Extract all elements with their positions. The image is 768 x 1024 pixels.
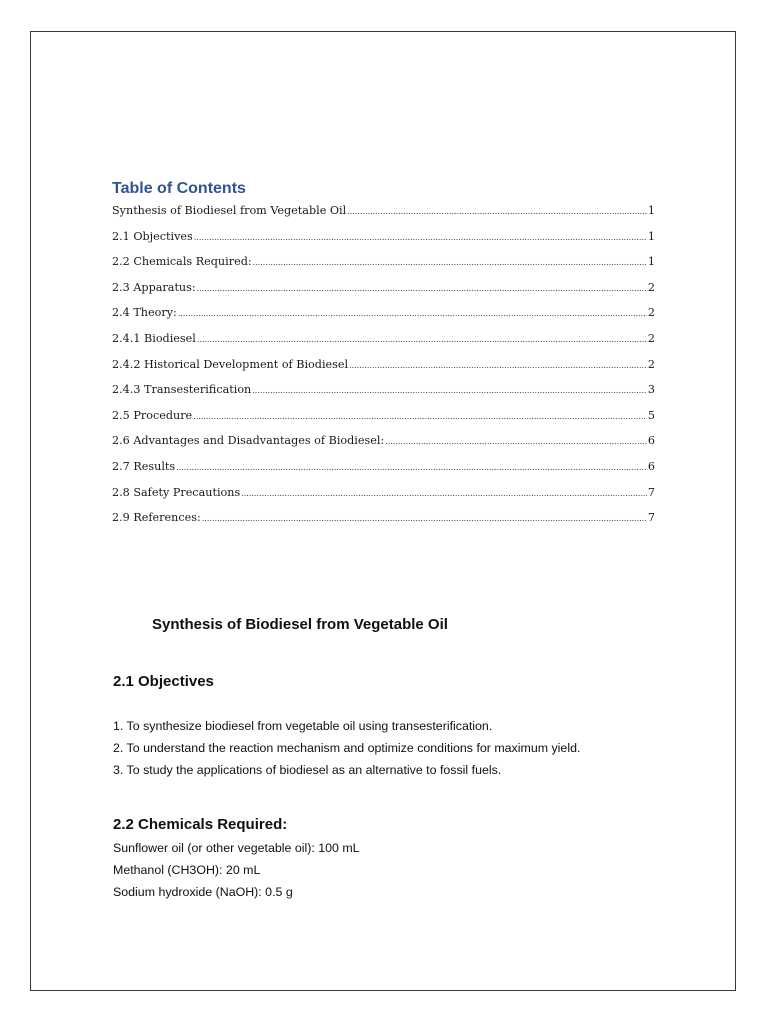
toc-entry-page: 1 bbox=[647, 204, 655, 217]
toc-entry-title: 2.7 Results bbox=[112, 459, 176, 473]
toc-entry-title: 2.4.1 Biodiesel bbox=[112, 331, 196, 345]
chemical-item: Methanol (CH3OH): 20 mL bbox=[113, 863, 261, 877]
toc-entry[interactable] bbox=[112, 204, 655, 230]
chemicals-heading: 2.2 Chemicals Required: bbox=[113, 816, 288, 833]
toc-entry[interactable] bbox=[112, 281, 655, 307]
toc-entry-page: 7 bbox=[647, 511, 655, 525]
objective-item: 2. To understand the reaction mechanism and optimize conditions for maximum yield. bbox=[113, 741, 581, 755]
objective-item: 3. To study the applications of biodiesel as an alternative to fossil fuels. bbox=[113, 763, 502, 777]
toc-entry[interactable] bbox=[112, 486, 655, 512]
chemical-item: Sodium hydroxide (NaOH): 0.5 g bbox=[113, 885, 293, 899]
toc-entry-title: 2.3 Apparatus: bbox=[112, 280, 196, 294]
toc-entry-page: 6 bbox=[647, 459, 655, 473]
chemical-item: Sunflower oil (or other vegetable oil): 100 mL bbox=[113, 841, 360, 855]
toc-dot-leader bbox=[197, 335, 647, 344]
toc-entry[interactable] bbox=[112, 460, 655, 486]
toc-entry-page: 1 bbox=[647, 255, 655, 269]
toc-entry-title: 2.2 Chemicals Required: bbox=[112, 255, 252, 269]
toc-entry-page: 3 bbox=[647, 383, 655, 397]
objectives-heading: 2.1 Objectives bbox=[113, 673, 214, 690]
toc-dot-leader bbox=[178, 309, 647, 318]
toc-entry-page: 2 bbox=[647, 280, 655, 294]
toc-entry-title: 2.8 Safety Precautions bbox=[112, 485, 241, 499]
toc-entry-page: 5 bbox=[647, 408, 655, 422]
toc-dot-leader bbox=[347, 207, 647, 216]
toc-entry-title: 2.9 References: bbox=[112, 511, 201, 525]
toc-entry[interactable] bbox=[112, 255, 655, 281]
toc-entry-page: 2 bbox=[647, 357, 655, 371]
toc-dot-leader bbox=[193, 412, 647, 421]
toc-entry-title: Synthesis of Biodiesel from Vegetable Oil bbox=[112, 204, 347, 217]
toc-entry[interactable] bbox=[112, 383, 655, 409]
toc-entry-title: 2.1 Objectives bbox=[112, 229, 193, 243]
toc-entry-title: 2.4.2 Historical Development of Biodiesel bbox=[112, 357, 349, 371]
toc-entry[interactable] bbox=[112, 306, 655, 332]
toc-entry-title: 2.6 Advantages and Disadvantages of Biodiesel: bbox=[112, 434, 385, 448]
toc-heading: Table of Contents bbox=[112, 180, 246, 197]
toc-entry[interactable] bbox=[112, 230, 655, 256]
toc-entry-page: 2 bbox=[647, 306, 655, 320]
toc-dot-leader bbox=[202, 514, 647, 523]
toc-entry-page: 7 bbox=[647, 485, 655, 499]
toc-entry-page: 6 bbox=[647, 434, 655, 448]
toc-dot-leader bbox=[253, 258, 647, 267]
toc-dot-leader bbox=[241, 489, 647, 498]
toc-entry-title: 2.5 Procedure bbox=[112, 408, 193, 422]
toc-dot-leader bbox=[252, 386, 647, 395]
objective-item: 1. To synthesize biodiesel from vegetable oil using transesterification. bbox=[113, 719, 493, 733]
document-title: Synthesis of Biodiesel from Vegetable Oil bbox=[152, 616, 448, 633]
toc-entry-title: 2.4.3 Transesterification bbox=[112, 383, 252, 397]
toc-entry[interactable] bbox=[112, 409, 655, 435]
toc-dot-leader bbox=[197, 284, 647, 293]
toc-entry[interactable] bbox=[112, 434, 655, 460]
toc-entry-page: 2 bbox=[647, 331, 655, 345]
toc-dot-leader bbox=[385, 437, 647, 446]
toc-dot-leader bbox=[194, 233, 647, 242]
table-of-contents bbox=[112, 204, 655, 537]
toc-entry[interactable] bbox=[112, 511, 655, 537]
toc-dot-leader bbox=[349, 361, 647, 370]
toc-entry[interactable] bbox=[112, 332, 655, 358]
toc-entry-title: 2.4 Theory: bbox=[112, 306, 177, 320]
toc-entry[interactable] bbox=[112, 358, 655, 384]
toc-entry-page: 1 bbox=[647, 229, 655, 243]
toc-dot-leader bbox=[176, 463, 647, 472]
